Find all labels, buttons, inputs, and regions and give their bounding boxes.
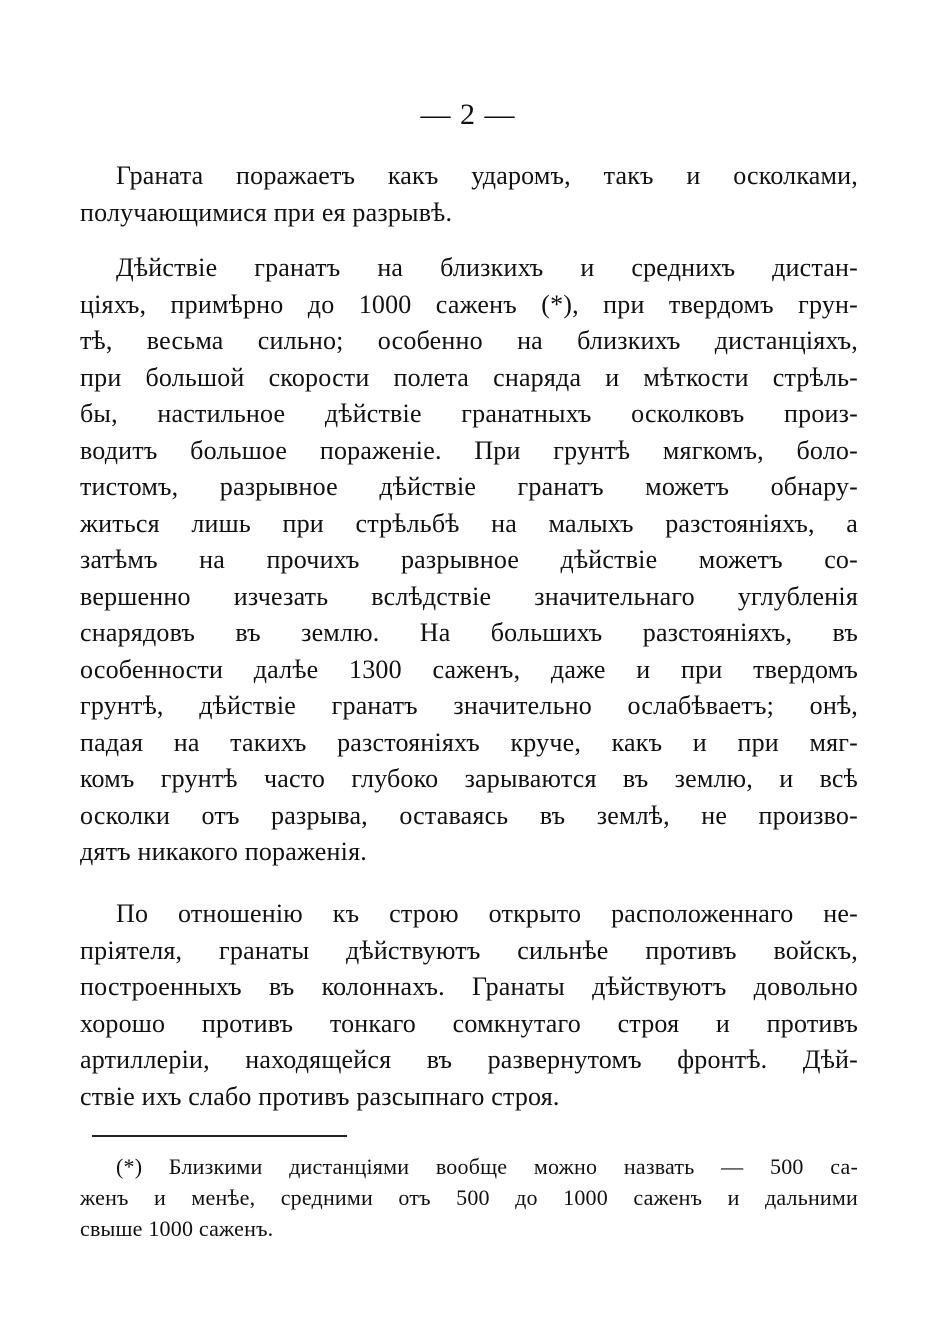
text-line: Дѣйствіе гранатъ на близкихъ и среднихъ дистан- (116, 253, 858, 282)
text-line: осколки отъ разрыва, оставаясь въ землѣ, не произво- (80, 800, 858, 830)
text-line: грунтѣ, дѣйствіе гранатъ значительно ослабѣваетъ; онѣ, (80, 691, 858, 720)
text-line: особенности далѣе 1300 саженъ, даже и при твердомъ (80, 654, 858, 684)
paragraph-2 (80, 250, 858, 871)
footnote (80, 1151, 858, 1244)
page-number: — 2 — (420, 98, 516, 131)
text-line: По отношенію къ строю открыто расположеннаго не- (116, 899, 858, 928)
text-line: тѣ, весьма сильно; особенно на близкихъ дистанціяхъ, (80, 326, 858, 355)
text-line: Граната поражаетъ какъ ударомъ, такъ и осколками, (116, 161, 858, 190)
footnote-line: женъ и менѣе, средними отъ 500 до 1000 саженъ и дальними (80, 1185, 858, 1210)
text-line: дятъ никакого пораженія. (80, 837, 367, 866)
text-line: комъ грунтѣ часто глубоко зарываются въ землю, и всѣ (80, 764, 858, 793)
paragraph-1 (80, 158, 858, 231)
footnote-line: (*) Близкими дистанціями вообще можно назвать — 500 са- (116, 1154, 858, 1179)
text-line: ствіе ихъ слабо противъ разсыпнаго строя. (80, 1081, 560, 1111)
paragraph-3 (80, 896, 858, 1115)
footnote-line: свыше 1000 саженъ. (80, 1216, 274, 1241)
text-line: водитъ большое пораженіе. При грунтѣ мягкомъ, боло- (80, 435, 858, 465)
text-line: вершенно изчезать вслѣдствіе значительнаго углубленія (80, 581, 858, 611)
text-line: снарядовъ въ землю. На большихъ разстояніяхъ, въ (80, 618, 858, 647)
footnote-divider (92, 1135, 347, 1137)
text-line: затѣмъ на прочихъ разрывное дѣйствіе можетъ со- (80, 545, 858, 574)
text-line: артиллеріи, находящейся въ развернутомъ фронтѣ. Дѣй- (80, 1045, 858, 1074)
text-line: падая на такихъ разстояніяхъ круче, какъ и при мяг- (80, 727, 858, 757)
text-line: ціяхъ, примѣрно до 1000 саженъ (*), при твердомъ грун- (80, 289, 858, 319)
text-line: получающимися при ея разрывѣ. (80, 197, 453, 227)
text-line: тистомъ, разрывное дѣйствіе гранатъ можетъ обнару- (80, 472, 858, 501)
text-line: хорошо противъ тонкаго сомкнутаго строя и противъ (80, 1008, 858, 1038)
text-line: при большой скорости полета снаряда и мѣткости стрѣль- (80, 362, 858, 392)
text-line: построенныхъ въ колоннахъ. Гранаты дѣйствуютъ довольно (80, 972, 858, 1001)
text-line: житься лишь при стрѣльбѣ на малыхъ разстояніяхъ, а (80, 508, 858, 538)
text-line: пріятеля, гранаты дѣйствуютъ сильнѣе противъ войскъ, (80, 935, 858, 965)
text-line: бы, настильное дѣйствіе гранатныхъ осколковъ произ- (80, 399, 858, 428)
